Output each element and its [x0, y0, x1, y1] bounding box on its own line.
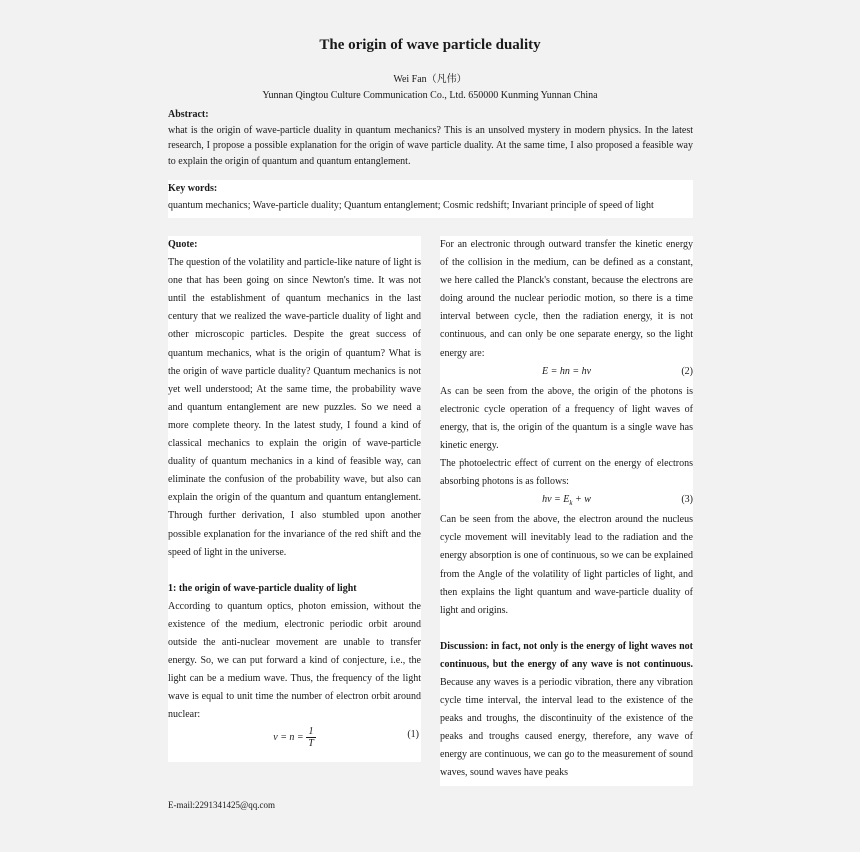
footer-email: E-mail:2291341425@qq.com: [168, 800, 276, 810]
equation-1-denominator: T: [308, 738, 314, 750]
right-paragraph-3: The photoelectric effect of current on the energy of electrons absorbing photons is as follows:: [440, 458, 693, 488]
right-paragraph-2: As can be seen from the above, the origin of the photons is electronic cycle operation of a frequency of light waves of energy, that is, the origin of the quantum is a single wave has kinetic energy.: [440, 385, 693, 451]
right-paragraph-1: For an electronic through outward transfer the kinetic energy of the collision in the medium, can be defined as a constant, we here called the Planck's constant, because the electrons are doing around the nuclear periodic motion, so there is a time interval between cycle, then the radiation energy, it is not continuous, and can only be one separate energy, so the light energy are:: [440, 239, 693, 359]
equation-3-part-b: + w: [572, 494, 591, 506]
equation-3-label: (3): [681, 494, 693, 506]
equation-3-subscript: k: [569, 499, 573, 508]
equation-1-label: (1): [407, 729, 419, 741]
discussion-paragraph: [440, 638, 693, 783]
section-1-heading: 1: the origin of wave-particle duality of light: [168, 582, 357, 594]
left-column: [168, 236, 421, 762]
equation-1-numerator: 1: [306, 726, 316, 738]
equation-2: [440, 363, 693, 383]
equation-1-fraction: [306, 726, 316, 749]
keywords-text: quantum mechanics; Wave-particle duality; Quantum entanglement; Cosmic redshift; Invariant principle of speed of light: [168, 200, 654, 211]
affiliation: Yunnan Qingtou Culture Communication Co., Ltd. 650000 Kunming Yunnan China: [262, 90, 598, 101]
quote-paragraph: The question of the volatility and particle-like nature of light is one that has been going on since Newton's time. It was not until the establishment of quantum mechanics in the last century that we realized the wave-particle duality of light and other microscopic particles. Despite the great success of quantum mechanics, what is the origin of quantum? What is the origin of wave particle duality? Quantum mechanics is not yet well understood; At the same time, the probability wave and quantum entanglement are new puzzles. So we need a more complete theory. In the latest study, I found a kind of classical mechanics to explain the origin of wave-particle duality of quantum mechanics in a kind of feasible way, can eliminate the confusion of the probability wave, but also can explain the origin of the quantum and quantum entanglement. Through further derivation, I also stumbled upon another possible explanation for the invariance of the red shift and the speed of light in the universe.: [168, 257, 421, 558]
right-paragraph-4: Can be seen from the above, the electron around the nucleus cycle movement will inevitably lead to the radiation and the energy absorption is one of continuous, so we can be explained from the Angle of the volatility of light particles of light, and then explains the light quantum and wave-particle duality of light and origins.: [440, 514, 693, 616]
discussion-bold-text: Discussion: in fact, not only is the energy of light waves not continuous, but the energy of any wave is not continuous.: [440, 640, 693, 670]
keywords-heading: Key words:: [168, 183, 218, 194]
paper-title: The origin of wave particle duality: [319, 37, 541, 53]
equation-3-part-a: hv = E: [542, 494, 570, 506]
right-column: [440, 236, 693, 786]
equation-2-label: (2): [681, 365, 693, 377]
equation-1: [168, 726, 421, 756]
abstract-text: what is the origin of wave-particle duality in quantum mechanics? This is an unsolved mystery in modern physics. In the latest research, I propose a possible explanation for the origin of wave particle duality. At the same time, I also proposed a feasible way to explain the origin of quantum and quantum entanglement.: [168, 124, 693, 167]
equation-2-body: E = hn = hv: [541, 365, 592, 377]
equation-1-lhs: v = n =: [273, 732, 304, 744]
discussion-text: Because any waves is a periodic vibration, there any vibration cycle time interval, the interval lead to the existence of the peaks and troughs, the discontinuity of the existence of the peaks and troughs caused energy, therefore, any wave of energy are continuous, we can go to the measurement of sound waves, sound waves have peaks: [440, 676, 693, 779]
abstract-heading: Abstract:: [168, 109, 209, 120]
author-name: Wei Fan（凡伟）: [393, 74, 467, 85]
equation-3: [440, 491, 693, 511]
section-1-paragraph: According to quantum optics, photon emission, without the existence of the medium, electronic periodic orbit around outside the anti-nuclear movement are unable to transfer energy. So, we can put forward a kind of conjecture, i.e., the light can be a medium wave. Thus, the frequency of the light wave is equal to unit time the number of electron orbit around nuclear:: [168, 600, 421, 721]
abstract-section: [168, 107, 693, 169]
quote-heading: Quote:: [168, 239, 198, 250]
keywords-section: [168, 180, 693, 218]
